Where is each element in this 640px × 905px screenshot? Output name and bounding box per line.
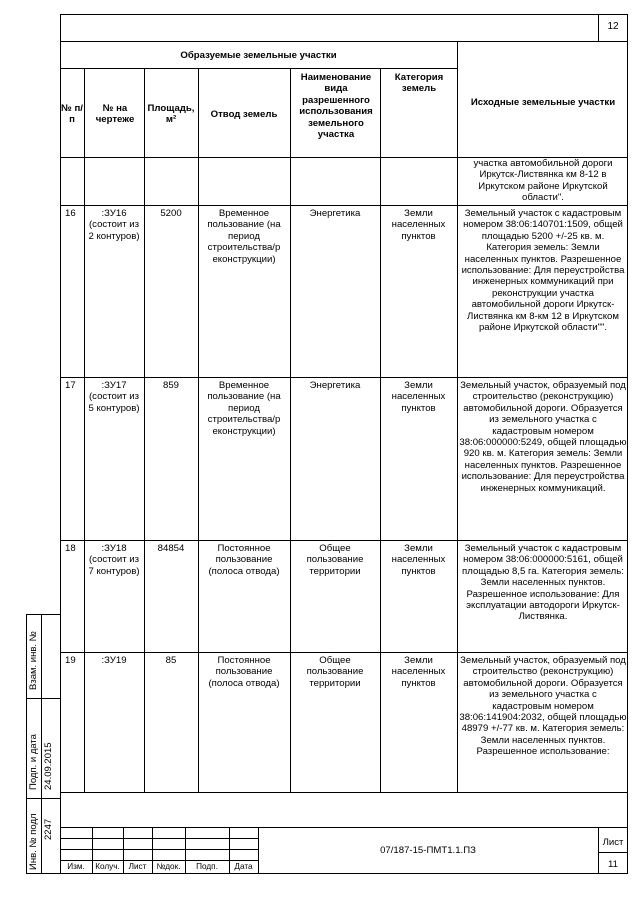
row-drawing: :ЗУ16 (состоит из 2 контуров) bbox=[88, 208, 140, 242]
row-use: Энергетика bbox=[309, 380, 361, 391]
row-area: 84854 bbox=[157, 543, 185, 554]
row-drawing: :ЗУ19 bbox=[101, 655, 127, 666]
row-rule bbox=[60, 652, 628, 653]
col-allotment-header: Отвод земель bbox=[210, 109, 278, 120]
sheet-label: Лист bbox=[602, 837, 624, 848]
stamp-col-sign: Подп. bbox=[196, 862, 218, 871]
col-area-header: Площадь, м² bbox=[147, 103, 195, 126]
stamp-rule bbox=[598, 852, 628, 853]
stamp-col-sheet: Лист bbox=[128, 862, 147, 871]
col-line bbox=[84, 68, 85, 792]
doc-code: 07/187-15-ПМТ1.1.ПЗ bbox=[380, 845, 476, 856]
col-use-header: Наименование вида разрешенного использования земельного участка bbox=[299, 72, 373, 141]
side-replace-label: Взам. инв. № bbox=[28, 631, 39, 690]
row-category: Земли населенных пунктов bbox=[391, 380, 446, 414]
row-use: Общее пользование территории bbox=[306, 543, 364, 577]
row-category: Земли населенных пунктов bbox=[391, 655, 446, 689]
group-title-rule bbox=[60, 68, 457, 69]
side-stamp-divider bbox=[41, 614, 42, 874]
row-allotment: Постоянное пользование (полоса отвода) bbox=[208, 543, 280, 577]
col-source-header: Исходные земельные участки bbox=[470, 97, 616, 108]
table-bottom-rule bbox=[60, 792, 628, 793]
row-rule bbox=[60, 205, 628, 206]
stamp-col-qty: Колуч. bbox=[95, 862, 120, 871]
row-rule bbox=[60, 540, 628, 541]
stamp-col-date: Дата bbox=[234, 862, 253, 871]
row-area: 85 bbox=[165, 655, 177, 666]
col-line bbox=[144, 68, 145, 792]
row-category: Земли населенных пунктов bbox=[391, 208, 446, 242]
row-area: 859 bbox=[162, 380, 179, 391]
page-number-top: 12 bbox=[607, 21, 619, 32]
continuation-text: участка автомобильной дороги Иркутск-Листвянка км 8-12 в Иркутском районе Иркутской области". bbox=[473, 158, 613, 204]
row-use: Общее пользование территории bbox=[306, 655, 364, 689]
stamp-col-doc: №док. bbox=[156, 862, 181, 871]
row-allotment: Временное пользование (на период строительства/р еконструкции) bbox=[207, 380, 281, 437]
row-allotment: Постоянное пользование (полоса отвода) bbox=[208, 655, 280, 689]
stamp-top-rule bbox=[60, 827, 628, 828]
row-num: 17 bbox=[65, 380, 76, 391]
stamp-col-change: Изм. bbox=[67, 862, 85, 871]
side-stamp-rule bbox=[26, 698, 61, 699]
group-title: Образуемые земельные участки bbox=[180, 50, 337, 61]
side-inv-value: 2247 bbox=[43, 818, 54, 840]
row-drawing: :ЗУ17 (состоит из 5 контуров) bbox=[88, 380, 140, 414]
col-drawing-header: № на чертеже bbox=[95, 103, 135, 126]
side-sign-label: Подп. и дата bbox=[28, 734, 39, 790]
row-drawing: :ЗУ18 (состоит из 7 контуров) bbox=[88, 543, 140, 577]
row-allotment: Временное пользование (на период строительства/р еконструкции) bbox=[207, 208, 281, 265]
side-sign-value: 24.09.2015 bbox=[43, 742, 54, 790]
row-num: 16 bbox=[65, 208, 76, 219]
sheet-number: 11 bbox=[608, 859, 618, 870]
row-rule bbox=[60, 377, 628, 378]
row-source: Земельный участок с кадастровым номером 38:06:000000:5161, общей площадью 8,5 га. Категория земель: Земли населенных пунктов. Разрешенное использование: Для эксплуатации автодороги Иркутск-Листвянка. bbox=[462, 543, 624, 623]
row-num: 19 bbox=[65, 655, 76, 666]
side-stamp-rule bbox=[26, 798, 61, 799]
col-num-header: № п/п bbox=[61, 103, 83, 126]
top-rule bbox=[60, 41, 628, 42]
row-source: Земельный участок с кадастровым номером 38:06:140701:1509, общей площадью 5200 +/-25 кв. м. Категория земель: Земли населенных пунктов. Разрешенное использование: Для переустройства инженерных коммуникаций при реконструкции участка автомобильной дороги Иркутск-Листвянка км 8-км 12 в Иркутском районе Иркутской области"". bbox=[461, 208, 625, 334]
col-category-header: Категория земель bbox=[394, 72, 444, 95]
row-source: Земельный участок, образуемый под строительство (реконструкцию) автомобильной дороги. Образуется из земельного участка с кадастровым номером 38:06:141904:2032, общей площадью 48979 +/-77 кв. м. Категория земель: Земли населенных пунктов. Разрешенное использование: bbox=[459, 655, 627, 758]
row-use: Энергетика bbox=[309, 208, 361, 219]
row-category: Земли населенных пунктов bbox=[391, 543, 446, 577]
row-area: 5200 bbox=[160, 208, 182, 219]
row-num: 18 bbox=[65, 543, 76, 554]
side-inv-label: Инв. № подл bbox=[28, 813, 39, 870]
row-source: Земельный участок, образуемый под строительство (реконструкцию) автомобильной дороги. Образуется из земельного участка с кадастровым номером 38:06:000000:5249, общей площадью 920 кв. м. Категория земель: Земли населенных пунктов. Разрешенное использование: Для переустройства инженерных коммуникаций. bbox=[459, 380, 627, 494]
col-line bbox=[457, 41, 458, 792]
